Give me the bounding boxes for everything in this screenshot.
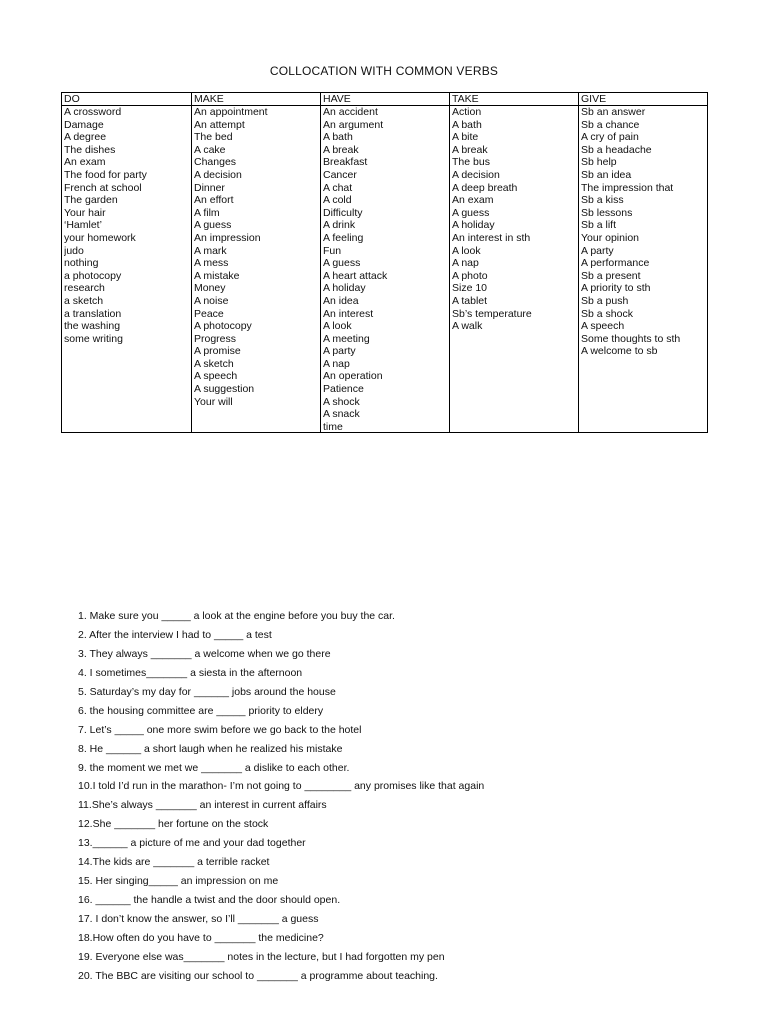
column-items xyxy=(192,106,320,408)
collocation-item: A guess xyxy=(194,219,232,232)
exercise-item: 6. the housing committee are _____ priority to eldery xyxy=(78,704,324,717)
collocation-item: nothing xyxy=(64,257,99,270)
exercise-item: 17. I don’t know the answer, so I’ll _______ a guess xyxy=(78,913,319,925)
collocation-item: An exam xyxy=(452,194,494,207)
collocation-item: A bite xyxy=(452,131,479,144)
collocation-item: A welcome to sb xyxy=(581,345,658,358)
collocation-item: time xyxy=(323,420,343,433)
collocation-item: A guess xyxy=(452,206,490,219)
collocation-item: Sb a shock xyxy=(581,307,633,320)
exercise-item: 15. Her singing_____ an impression on me xyxy=(78,875,279,888)
collocation-item: A cold xyxy=(323,194,352,207)
collocation-item: An interest in sth xyxy=(452,231,531,244)
collocation-item: A film xyxy=(194,206,220,219)
column-header: TAKE xyxy=(450,93,578,106)
collocation-item: An exam xyxy=(64,156,106,169)
collocation-item: The impression that xyxy=(581,181,674,194)
collocation-item: Your will xyxy=(194,395,233,408)
collocation-item: A speech xyxy=(581,320,625,333)
collocation-item: A bath xyxy=(452,118,482,131)
exercise-item: 2. After the interview I had to _____ a test xyxy=(78,628,272,641)
collocation-item: A cry of pain xyxy=(581,131,639,144)
collocation-item: a sketch xyxy=(64,294,104,307)
collocation-item: Patience xyxy=(323,383,364,396)
collocation-item: A nap xyxy=(452,257,479,270)
exercise-item: 5. Saturday’s my day for ______ jobs around the house xyxy=(78,685,336,698)
exercise-item: 20. The BBC are visiting our school to _______ a programme about teaching. xyxy=(78,969,438,982)
collocation-item: A party xyxy=(581,244,614,257)
collocation-item: ‘Hamlet’ xyxy=(64,219,102,232)
collocation-item: A cake xyxy=(194,143,226,156)
page-title: COLLOCATION WITH COMMON VERBS xyxy=(269,64,499,78)
collocation-item: research xyxy=(64,282,105,295)
collocation-item: A mess xyxy=(194,257,229,270)
column-have xyxy=(321,93,450,432)
collocation-item: The bed xyxy=(194,131,233,144)
collocation-item: Action xyxy=(452,106,482,118)
collocation-item: A nap xyxy=(323,357,350,370)
collocation-item: A tablet xyxy=(452,294,488,307)
collocation-table xyxy=(61,92,708,433)
column-items xyxy=(321,106,449,433)
column-header: HAVE xyxy=(321,93,449,106)
collocation-item: An appointment xyxy=(194,106,268,118)
collocation-item: Sb lessons xyxy=(581,206,633,219)
exercise-item: 10.I told I’d run in the marathon- I’m not going to ________ any promises like that again xyxy=(78,780,485,793)
collocation-item: A guess xyxy=(323,257,361,270)
exercise-list xyxy=(78,607,718,986)
collocation-item: some writing xyxy=(64,332,123,345)
collocation-item: An interest xyxy=(323,307,374,320)
collocation-item: Progress xyxy=(194,332,237,345)
exercise-item: 14.The kids are _______ a terrible racket xyxy=(78,856,270,869)
collocation-item: A meeting xyxy=(323,332,370,345)
column-items xyxy=(62,106,191,345)
collocation-item: A mistake xyxy=(194,269,240,282)
collocation-item: A holiday xyxy=(323,282,366,295)
column-header: MAKE xyxy=(192,93,320,106)
collocation-item: The food for party xyxy=(64,168,147,181)
collocation-item: A break xyxy=(452,143,488,156)
exercise-item: 18.How often do you have to _______ the medicine? xyxy=(78,931,324,944)
collocation-item: The garden xyxy=(64,194,118,207)
exercise-item: 11.She’s always _______ an interest in current affairs xyxy=(78,799,327,812)
collocation-item: A bath xyxy=(323,131,353,144)
collocation-item: A holiday xyxy=(452,219,495,232)
column-items xyxy=(450,106,578,333)
exercise-item: 4. I sometimes_______ a siesta in the afternoon xyxy=(78,666,303,679)
collocation-item: A look xyxy=(452,244,481,257)
collocation-item: Some thoughts to sth xyxy=(581,332,681,345)
collocation-item: An operation xyxy=(323,370,383,383)
collocation-item: A promise xyxy=(194,345,241,358)
collocation-item: A heart attack xyxy=(323,269,388,282)
collocation-item: A look xyxy=(323,320,352,333)
collocation-item: Sb an idea xyxy=(581,168,632,181)
collocation-item: Your opinion xyxy=(581,231,639,244)
column-items xyxy=(579,106,707,358)
collocation-item: Size 10 xyxy=(452,282,488,295)
collocation-item: Sb’s temperature xyxy=(452,307,532,320)
column-header: GIVE xyxy=(579,93,707,106)
collocation-item: Sb a chance xyxy=(581,118,640,131)
exercise-item: 3. They always _______ a welcome when we go there xyxy=(78,647,331,660)
exercise-item: 9. the moment we met we _______ a dislike to each other. xyxy=(78,761,350,774)
collocation-item: a translation xyxy=(64,307,122,320)
collocation-item: A degree xyxy=(64,131,107,144)
collocation-item: An idea xyxy=(323,294,359,307)
collocation-item: A snack xyxy=(323,408,360,421)
collocation-item: Sb a lift xyxy=(581,219,617,232)
collocation-item: A deep breath xyxy=(452,181,518,194)
column-do xyxy=(62,93,192,432)
collocation-item: Sb a present xyxy=(581,269,641,282)
collocation-item: Breakfast xyxy=(323,156,368,169)
collocation-item: Dinner xyxy=(194,181,225,194)
collocation-item: A chat xyxy=(323,181,353,194)
collocation-item: A suggestion xyxy=(194,383,255,396)
collocation-item: A sketch xyxy=(194,357,234,370)
collocation-item: Changes xyxy=(194,156,237,169)
collocation-item: A decision xyxy=(452,168,500,181)
collocation-item: French at school xyxy=(64,181,142,194)
collocation-item: your homework xyxy=(64,231,136,244)
collocation-item: A mark xyxy=(194,244,227,257)
collocation-item: A break xyxy=(323,143,359,156)
exercise-item: 19. Everyone else was_______ notes in the lecture, but I had forgotten my pen xyxy=(78,950,445,963)
collocation-item: Damage xyxy=(64,118,104,131)
column-make xyxy=(192,93,321,432)
column-take xyxy=(450,93,579,432)
exercise-item: 12.She _______ her fortune on the stock xyxy=(78,818,269,831)
collocation-item: Cancer xyxy=(323,168,357,181)
collocation-item: A photo xyxy=(452,269,488,282)
collocation-item: A shock xyxy=(323,395,360,408)
collocation-item: An attempt xyxy=(194,118,245,131)
collocation-item: The dishes xyxy=(64,143,116,156)
collocation-item: An effort xyxy=(194,194,234,207)
collocation-item: Sb help xyxy=(581,156,617,169)
collocation-item: A drink xyxy=(323,219,356,232)
exercise-item: 7. Let’s _____ one more swim before we go back to the hotel xyxy=(78,723,362,736)
collocation-item: Sb a push xyxy=(581,294,629,307)
collocation-item: An accident xyxy=(323,106,378,118)
collocation-item: Your hair xyxy=(64,206,106,219)
column-give xyxy=(579,93,707,432)
collocation-item: An argument xyxy=(323,118,384,131)
collocation-item: A speech xyxy=(194,370,238,383)
collocation-item: A performance xyxy=(581,257,650,270)
collocation-item: the washing xyxy=(64,320,121,333)
exercise-item: 8. He ______ a short laugh when he realized his mistake xyxy=(78,742,343,755)
collocation-item: A crossword xyxy=(64,106,122,118)
collocation-item: a photocopy xyxy=(64,269,122,282)
collocation-item: A walk xyxy=(452,320,483,333)
collocation-item: The bus xyxy=(452,156,490,169)
collocation-item: judo xyxy=(64,244,84,257)
collocation-item: A feeling xyxy=(323,231,364,244)
exercise-item: 16. ______ the handle a twist and the door should open. xyxy=(78,894,341,907)
collocation-item: A photocopy xyxy=(194,320,252,333)
collocation-item: A priority to sth xyxy=(581,282,651,295)
collocation-item: A decision xyxy=(194,168,242,181)
collocation-item: Sb an answer xyxy=(581,106,646,118)
collocation-item: Sb a headache xyxy=(581,143,652,156)
collocation-item: Difficulty xyxy=(323,206,363,219)
collocation-item: Sb a kiss xyxy=(581,194,624,207)
collocation-item: An impression xyxy=(194,231,261,244)
exercise-item: 1. Make sure you _____ a look at the engine before you buy the car. xyxy=(78,610,395,622)
column-header: DO xyxy=(62,93,191,106)
exercise-item: 13.______ a picture of me and your dad together xyxy=(78,837,306,850)
collocation-item: A party xyxy=(323,345,356,358)
collocation-item: Fun xyxy=(323,244,342,257)
collocation-item: Peace xyxy=(194,307,224,320)
collocation-item: Money xyxy=(194,282,226,295)
collocation-item: A noise xyxy=(194,294,229,307)
